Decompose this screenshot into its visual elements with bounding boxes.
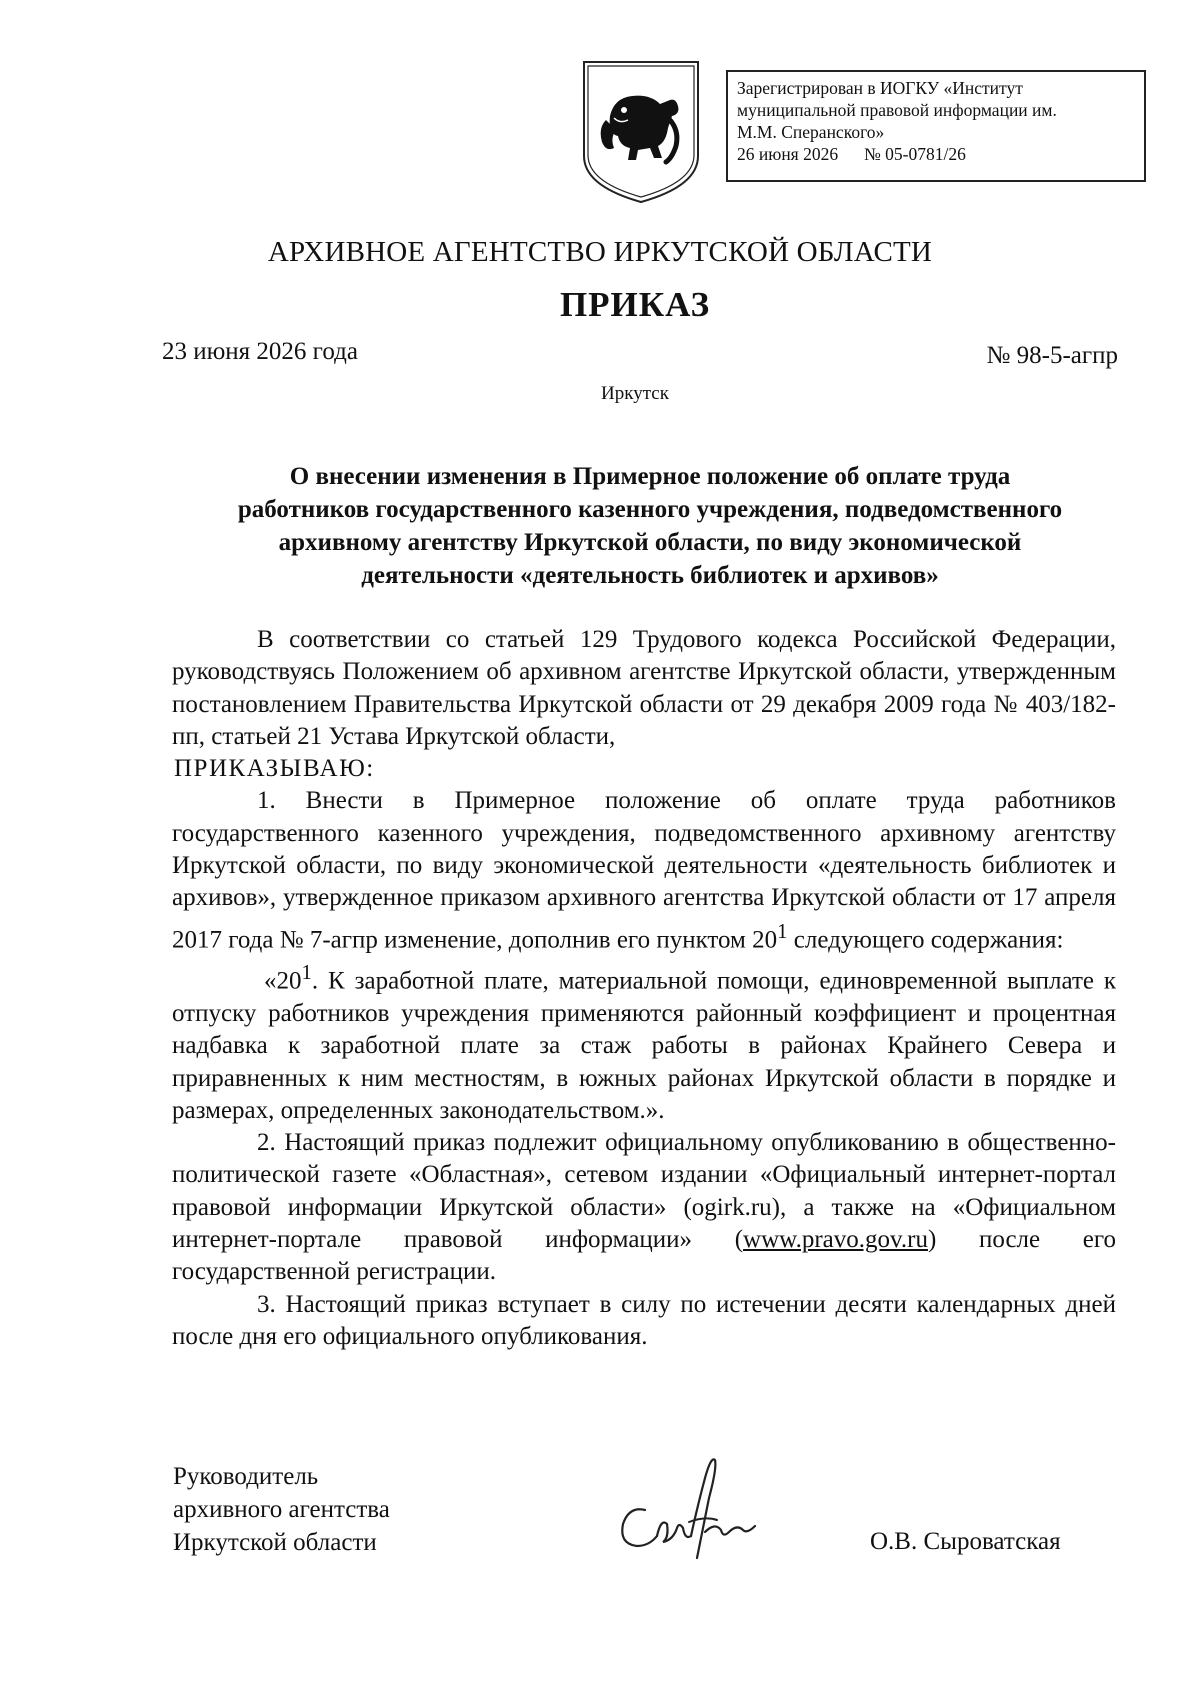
preamble-paragraph: В соответствии со статьей 129 Трудового кодекса Российской Федерации, руководствуясь Положением об архивном агентстве Иркутской области, утвержденным постановлением Правительства Иркутской области от 29 декабря 2009 года № 403/182-пп, статьей 21 Устава Иркутской области, bbox=[172, 626, 1116, 750]
quote-sup: 1 bbox=[301, 960, 312, 985]
item-2-paragraph: 2. Настоящий приказ подлежит официальному опубликованию в общественно-политической газете «Областная», сетевом издании «Официальный интернет-портал правовой информации Иркутской области» (ogirk.ru), а также на «Официальном интернет-портале правовой информации» (www.pravo.gov.ru) после его государственной регистрации. bbox=[172, 1129, 1116, 1286]
title-line-4: деятельности «деятельность библиотек и архивов» bbox=[361, 562, 939, 589]
stamp-number: № 05-0781/26 bbox=[864, 144, 966, 164]
signatory-line-2: архивного агентства bbox=[173, 1496, 390, 1523]
document-city: Иркутск bbox=[601, 383, 669, 404]
registration-stamp bbox=[726, 70, 1146, 182]
order-word: ПРИКАЗЫВАЮ: bbox=[174, 755, 375, 783]
stamp-line-3: М.М. Сперанского» bbox=[737, 122, 885, 142]
title-line-2: работников государственного казенного учреждения, подведомственного bbox=[237, 496, 1063, 523]
pravo-link[interactable]: www.pravo.gov.ru bbox=[743, 1226, 928, 1253]
stamp-date: 26 июня 2026 bbox=[737, 144, 839, 164]
quote-text: . К заработной плате, материальной помощи, единовременной выплате к отпуску работников учреждения применяются районный коэффициент и процентная надбавка к заработной плате за стаж работы в районах Крайнего Севера и приравненных к ним местностям, в южных районах Иркутской области в порядке и размерах, определенных законодательством.». bbox=[172, 967, 1116, 1124]
quote-open: «20 bbox=[264, 967, 302, 995]
document-body bbox=[172, 624, 1116, 1353]
item-2-tail: ) после его государственной регистрации. bbox=[172, 1226, 1116, 1286]
item-1-text: 1. Внести в Примерное положение об оплате труда работников государственного казенного учреждения, подведомственного архивному агентству Иркутской области, по виду экономической деятельности «деятельность библиотек и архивов», утвержденное приказом архивного агентства Иркутской области от 17 апреля 2017 года № 7-агпр изменение, дополнив его пунктом bbox=[172, 787, 1116, 953]
title-line-3: архивному агентству Иркутской области, по виду экономической bbox=[278, 529, 1022, 556]
agency-name: АРХИВНОЕ АГЕНТСТВО ИРКУТСКОЙ ОБЛАСТИ bbox=[267, 236, 933, 268]
item-1-tail: следующего содержания: bbox=[787, 926, 1064, 953]
irkutsk-coat-of-arms-icon bbox=[580, 58, 702, 206]
stamp-line-1: Зарегистрирован в ИОГКУ «Институт bbox=[737, 78, 1023, 98]
document-number: № 98-5-агпр bbox=[986, 342, 1118, 369]
signatory-name: О.В. Сыроватская bbox=[870, 1528, 1061, 1555]
stamp-line-2: муниципальной правовой информации им. bbox=[737, 100, 1057, 120]
signatory-line-1: Руководитель bbox=[173, 1463, 319, 1490]
document-date: 23 июня 2026 года bbox=[162, 338, 358, 365]
item-1-point: 20 bbox=[752, 926, 778, 953]
document-type: ПРИКАЗ bbox=[559, 285, 711, 324]
item-1-paragraph bbox=[172, 785, 1116, 956]
title-line-1: О внесении изменения в Примерное положение об оплате труда bbox=[289, 463, 1011, 490]
item-2-text: 2. Настоящий приказ подлежит официальному опубликованию в общественно-политической газете «Областная», сетевом издании «Официальный интернет-портал правовой информации Иркутской области» (ogirk.ru), а также на «Официальном интернет-портале правовой информации» bbox=[172, 1129, 1116, 1253]
item-3-paragraph: 3. Настоящий приказ вступает в силу по истечении десяти календарных дней после дня его официального опубликования. bbox=[172, 1290, 1116, 1350]
item-1-point-sup: 1 bbox=[777, 918, 788, 943]
signatory-position bbox=[173, 1460, 390, 1559]
quoted-point-paragraph bbox=[172, 956, 1116, 1127]
stamp-date-line bbox=[737, 143, 1144, 165]
handwritten-signature bbox=[605, 1448, 775, 1568]
document-title bbox=[170, 460, 1130, 592]
signatory-line-3: Иркутской области bbox=[173, 1529, 377, 1556]
